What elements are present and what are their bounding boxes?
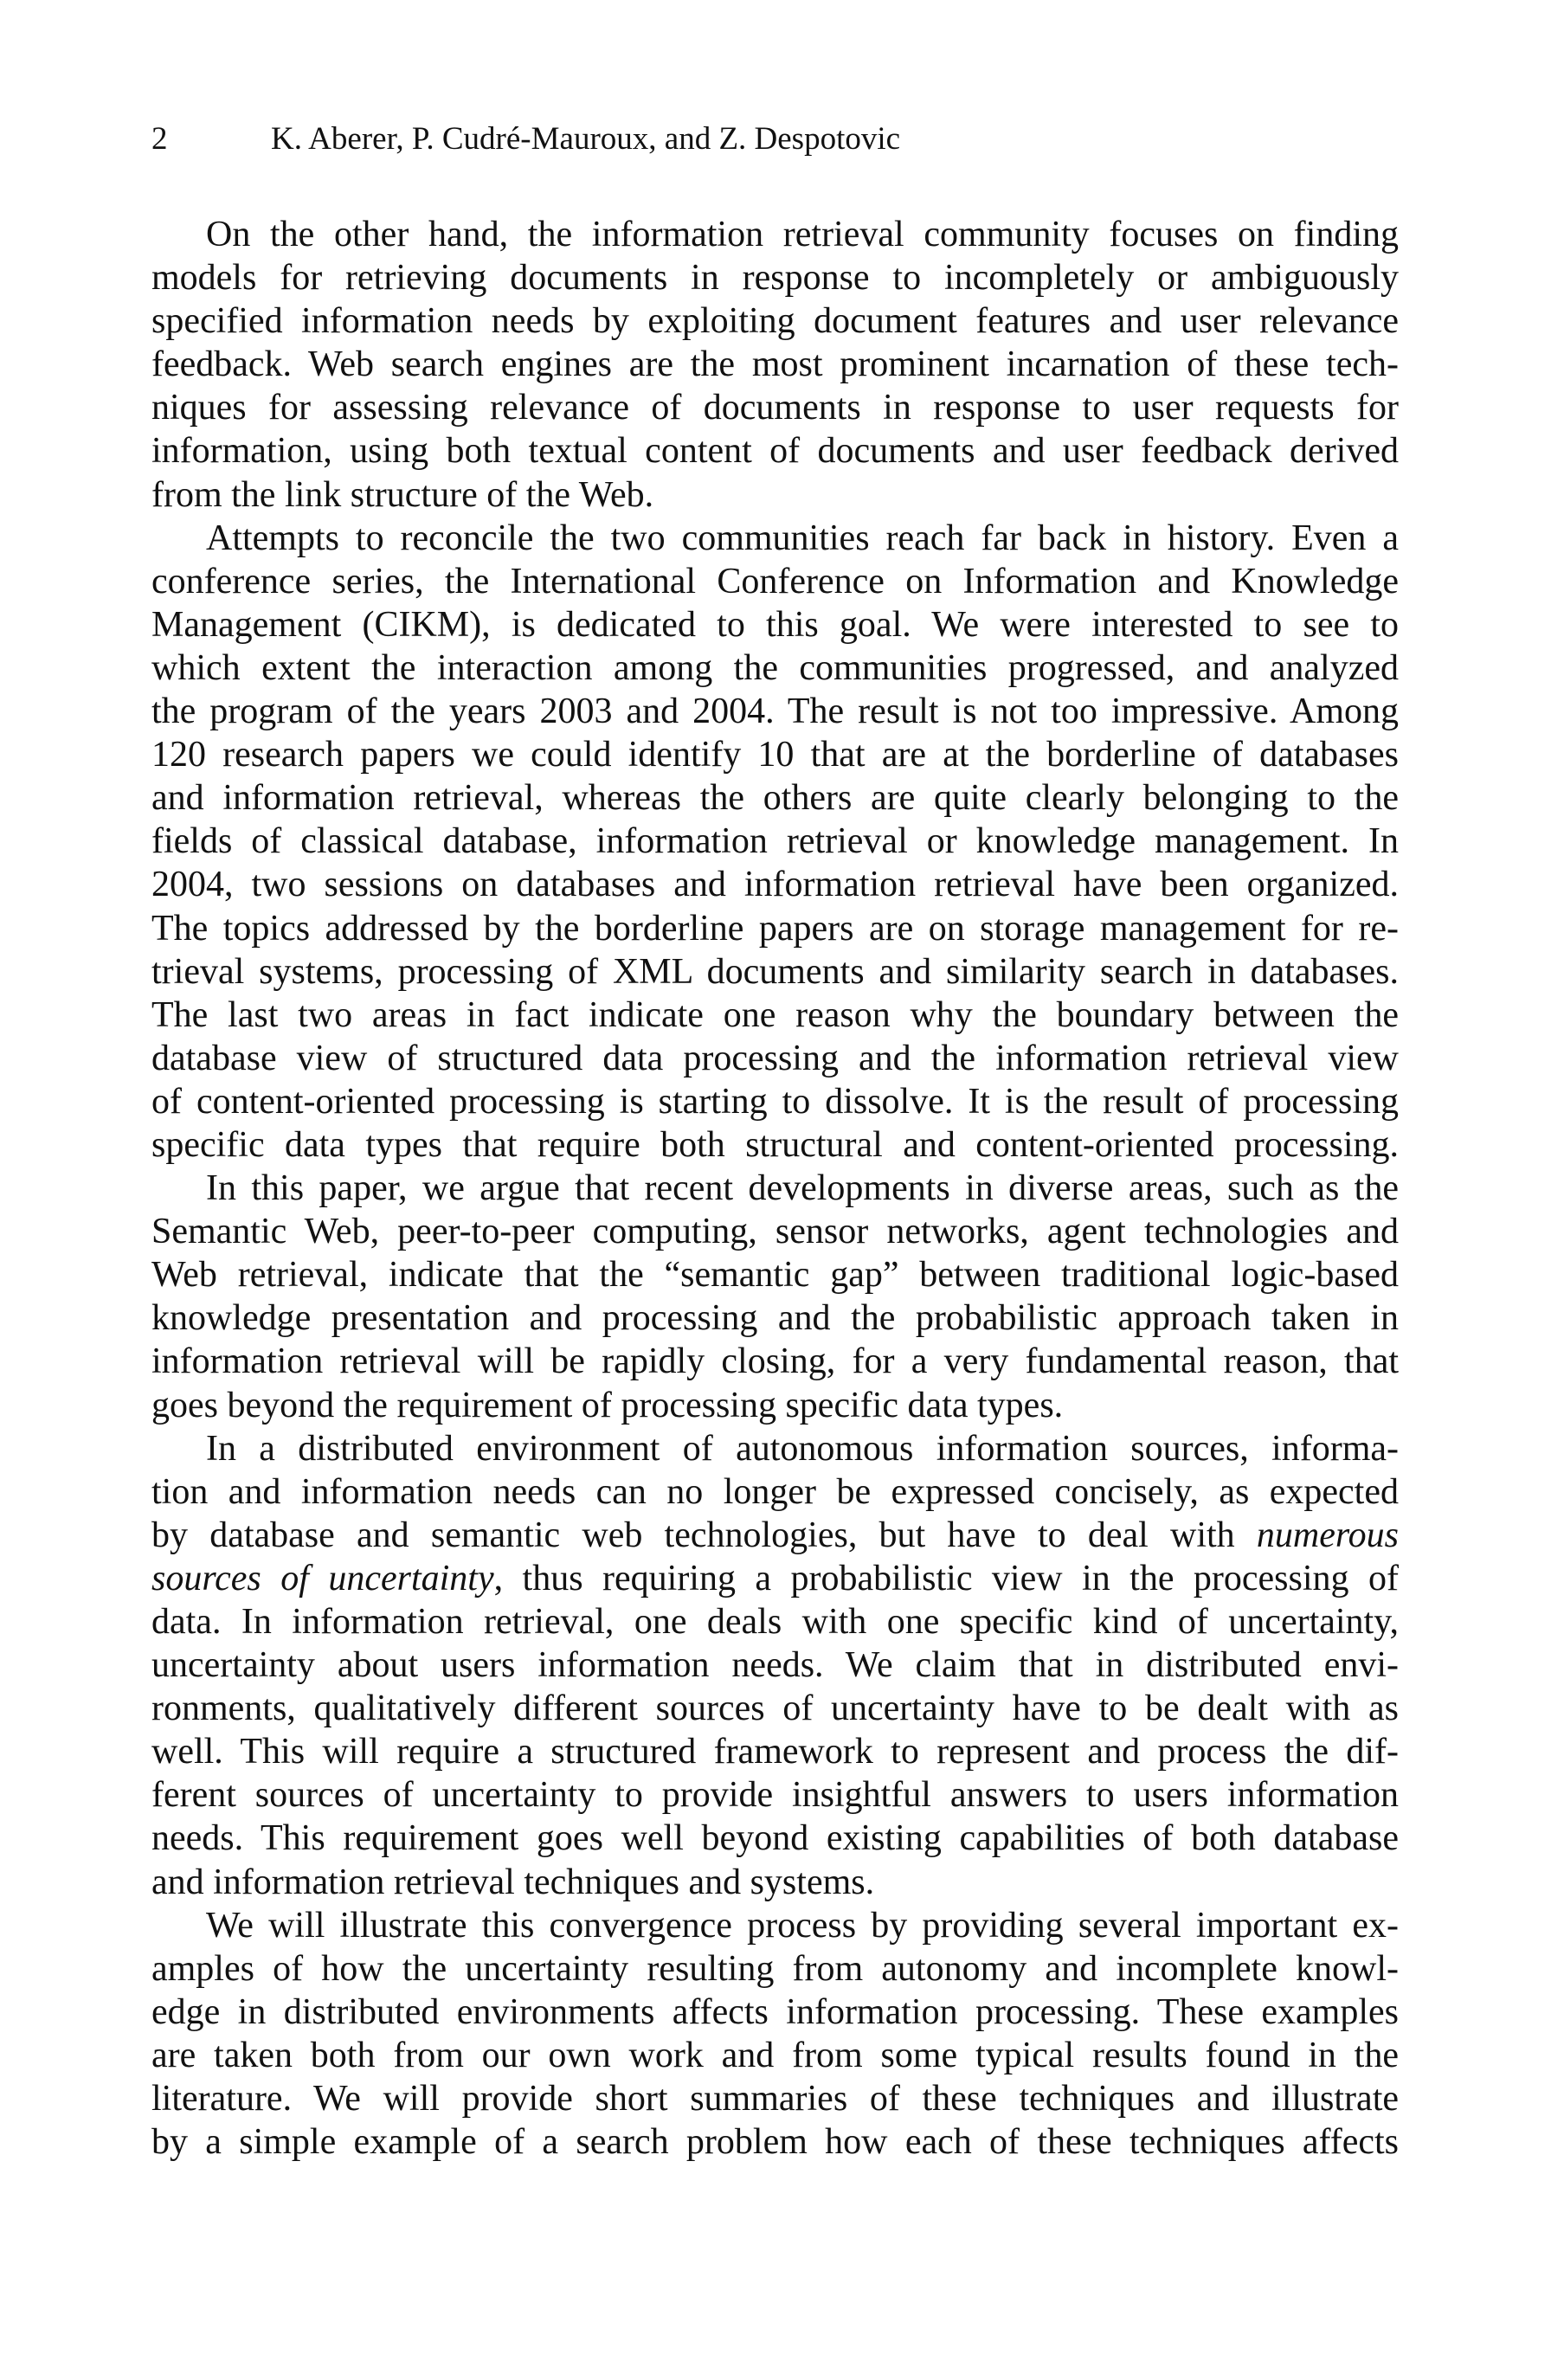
text-line: In a distributed environment of autonomous information sources, informa- [206, 1428, 1399, 1469]
text-line: well. This will require a structured framework to represent and process the dif- [151, 1732, 1399, 1772]
text-line: data. In information retrieval, one deals with one specific kind of uncertainty, [151, 1602, 1399, 1642]
text-line: of content-oriented processing is starting to dissolve. It is the result of processing [151, 1081, 1399, 1122]
text-line: specific data types that require both structural and content-oriented processing. [151, 1124, 1399, 1165]
text-line: Attempts to reconcile the two communities reach far back in history. Even a [206, 518, 1399, 558]
text-line: and information retrieval, whereas the others are quite clearly belonging to the [151, 778, 1399, 819]
text-line: the program of the years 2003 and 2004. The result is not too impressive. Among [151, 691, 1399, 732]
text-segment: , thus requiring a probabilistic view in the processing of [493, 1558, 1399, 1598]
text-line: information, using both textual content of documents and user feedback derived [151, 431, 1399, 472]
text-line: are taken both from our own work and from some typical results found in the [151, 2035, 1399, 2075]
paragraph-2 [151, 517, 1399, 1167]
text-line: literature. We will provide short summaries of these techniques and illustrate [151, 2079, 1399, 2119]
text-line: 120 research papers we could identify 10 that are at the borderline of databases [151, 735, 1399, 775]
text-line: by a simple example of a search problem how each of these techniques affects [151, 2122, 1399, 2163]
paragraph-5 [151, 1904, 1399, 2165]
text-line: fields of classical database, information retrieval or knowledge management. In [151, 821, 1399, 862]
text-line: goes beyond the requirement of processing specific data types. [151, 1385, 1064, 1425]
text-line: The topics addressed by the borderline papers are on storage management for re- [151, 908, 1399, 949]
text-segment: by database and semantic web technologies, but have to deal with [151, 1515, 1257, 1555]
text-line: amples of how the uncertainty resulting from autonomy and incomplete knowl- [151, 1948, 1399, 1989]
text-line: In this paper, we argue that recent developments in diverse areas, such as the [206, 1168, 1399, 1209]
text-line: models for retrieving documents in response to incompletely or ambiguously [151, 258, 1399, 299]
text-line: knowledge presentation and processing and the probabilistic approach taken in [151, 1298, 1399, 1339]
text-line: and information retrieval techniques and systems. [151, 1862, 875, 1902]
running-head [151, 122, 900, 157]
text-line: uncertainty about users information needs. We claim that in distributed envi- [151, 1645, 1399, 1686]
text-line: niques for assessing relevance of documents in response to user requests for [151, 388, 1399, 428]
text-line: ferent sources of uncertainty to provide insightful answers to users information [151, 1775, 1399, 1816]
emphasis-sources-of-uncertainty: sources of uncertainty [151, 1558, 494, 1598]
text-line: feedback. Web search engines are the most prominent incarnation of these tech- [151, 344, 1399, 385]
text-line: which extent the interaction among the communities progressed, and analyzed [151, 647, 1399, 688]
text-line: Web retrieval, indicate that the “semantic gap” between traditional logic-based [151, 1255, 1399, 1296]
text-line: information retrieval will be rapidly closing, for a very fundamental reason, that [151, 1341, 1399, 1382]
text-line: The last two areas in fact indicate one reason why the boundary between the [151, 994, 1399, 1035]
text-line: 2004, two sessions on databases and information retrieval have been organized. [151, 865, 1399, 905]
text-line: tion and information needs can no longer be expressed concisely, as expected [151, 1471, 1399, 1512]
text-line: trieval systems, processing of XML documents and similarity search in databases. [151, 951, 1399, 992]
text-line: Semantic Web, peer-to-peer computing, sensor networks, agent technologies and [151, 1212, 1399, 1252]
paragraph-3 [151, 1167, 1399, 1427]
text-line: Management (CIKM), is dedicated to this goal. We were interested to see to [151, 604, 1399, 645]
text-line: On the other hand, the information retrieval community focuses on finding [206, 215, 1399, 254]
text-line: We will illustrate this convergence process by providing several important ex- [206, 1905, 1399, 1946]
emphasis-numerous: numerous [1256, 1515, 1399, 1555]
paragraph-4 [151, 1427, 1399, 1904]
paragraph-1 [151, 213, 1399, 517]
text-line [151, 1557, 1399, 1600]
page-number: 2 [151, 121, 168, 157]
text-line: specified information needs by exploiting document features and user relevance [151, 301, 1399, 342]
text-line: needs. This requirement goes well beyond existing capabilities of both database [151, 1818, 1399, 1859]
text-line: database view of structured data processing and the information retrieval view [151, 1038, 1399, 1078]
text-line: ronments, qualitatively different sources of uncertainty have to be dealt with as [151, 1689, 1399, 1729]
text-line: conference series, the International Conference on Information and Knowledge [151, 561, 1399, 601]
body-text [151, 213, 1399, 2164]
text-line [151, 1514, 1399, 1557]
text-line: from the link structure of the Web. [151, 474, 654, 515]
running-head-authors: K. Aberer, P. Cudré-Mauroux, and Z. Despotovic [271, 121, 901, 157]
text-line: edge in distributed environments affects information processing. These examples [151, 1991, 1399, 2032]
